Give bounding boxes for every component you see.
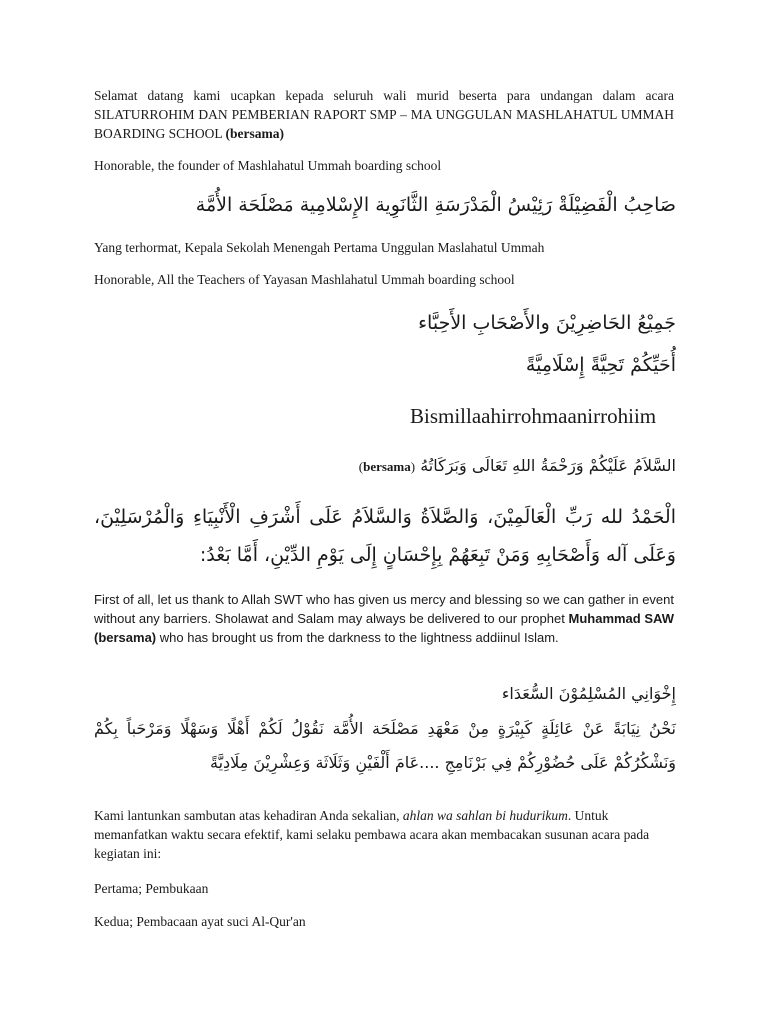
honorable-founder-line: Honorable, the founder of Mashlahatul Ummah boarding school — [94, 158, 442, 173]
salam-arabic: السَّلاَمُ عَلَيْكُمْ وَرَحْمَةُ اللهِ تَعَالَى وَبَرَكَاتُهُ — [420, 456, 676, 475]
kami-italic: ahlan wa sahlan bi hudurikum — [402, 808, 568, 823]
salam-line — [94, 452, 676, 481]
first-of-all-paragraph — [94, 590, 674, 647]
arabic-founder-line: صَاحِبُ الْفَضِيْلَةْ رَئِيْسُ الْمَدْرَسَةِ الثَّانَوِية الإِسْلامِية مَصْلَحَة الأُمَّة — [195, 194, 676, 216]
first-para-text1: First of all, let us thank to Allah SWT who has given us mercy and blessing so we can gather in event without any barriers. Sholawat and Salam may always be delivered to our prophet — [94, 592, 674, 626]
intro-text: Selamat datang kami ucapkan kepada seluruh wali murid beserta para undangan dalam acara SILATURROHIM DAN PEMBERIAN RAPORT SMP – MA UNGGULAN MASHLAHATUL UMMAH BOARDING SCHOOL — [94, 88, 674, 141]
basmalah-heading: Bismillaahirrohmaanirrohiim — [410, 404, 657, 428]
first-para-bold: Muhammad SAW (bersama) — [94, 611, 674, 645]
kedua-line: Kedua; Pembacaan ayat suci Al-Qur'an — [94, 914, 306, 929]
intro-bersama: (bersama) — [225, 126, 284, 141]
kami-text1: Kami lantunkan sambutan atas kehadiran Anda sekalian, — [94, 808, 400, 823]
honorable-teachers-line: Honorable, All the Teachers of Yayasan Mashlahatul Ummah boarding school — [94, 272, 515, 287]
intro-paragraph — [94, 86, 674, 143]
arabic-audience-line: جَمِيْعُ الحَاضِرِيْنَ والأَصْحَابِ الأَحِبَّاء — [418, 312, 676, 334]
kami-paragraph — [94, 806, 674, 863]
pertama-line: Pertama; Pembukaan — [94, 881, 209, 896]
arabic-greeting-line: أُحَيِّكُمْ تَحِيَّةً إِسْلَامِيَّةً — [525, 354, 676, 376]
salam-bersama-note: (bersama) — [358, 459, 416, 474]
kepala-sekolah-line: Yang terhormat, Kepala Sekolah Menengah Pertama Unggulan Maslahatul Ummah — [94, 240, 545, 255]
arabic-welcome-paragraph: نَحْنُ نِيَابَةً عَنْ عَائِلَةٍ كَبِيْرَةٍ مِنْ مَعْهَدِ مَصْلَحَة الأُمَّة نَقُوْلُ لَكُمْ أَهْلًا وَسَهْلًا وَمَرْحَباً بِكُمْ وَنَشْكُرُكُمْ عَلَى حُضُوْرِكُمْ فِي بَرْنَامِجِ ....عَامَ أَلْفَيْنِ وَثَلَاثَة وَعِشْرِيْنَ مِلَادِيَّةً — [94, 719, 676, 772]
arabic-brothers-line: إِخْوَانِي المُسْلِمُوْنَ السُّعَدَاء — [501, 684, 676, 703]
first-para-text2: who has brought us from the darkness to the lightness addiinul Islam. — [159, 630, 559, 645]
kami-text2: . Untuk memanfatkan waktu secara efektif, kami selaku pembawa acara akan membacakan susunan acara pada kegiatan ini: — [94, 808, 650, 861]
hamdalah-paragraph: الْحَمْدُ لله رَبِّ الْعَالَمِيْنَ، وَالصَّلاَةُ وَالسَّلاَمُ عَلَى أَشْرَفِ الْأَنْبِيَاءِ وَالْمُرْسَلِيْنَ، وَعَلَى آله وَأَصْحَابِهِ وَمَنْ تَبِعَهُمْ بِإِحْسَانٍ إِلَى يَوْمِ الدِّيْنِ، أَمَّا بَعْدُ: — [94, 506, 676, 566]
